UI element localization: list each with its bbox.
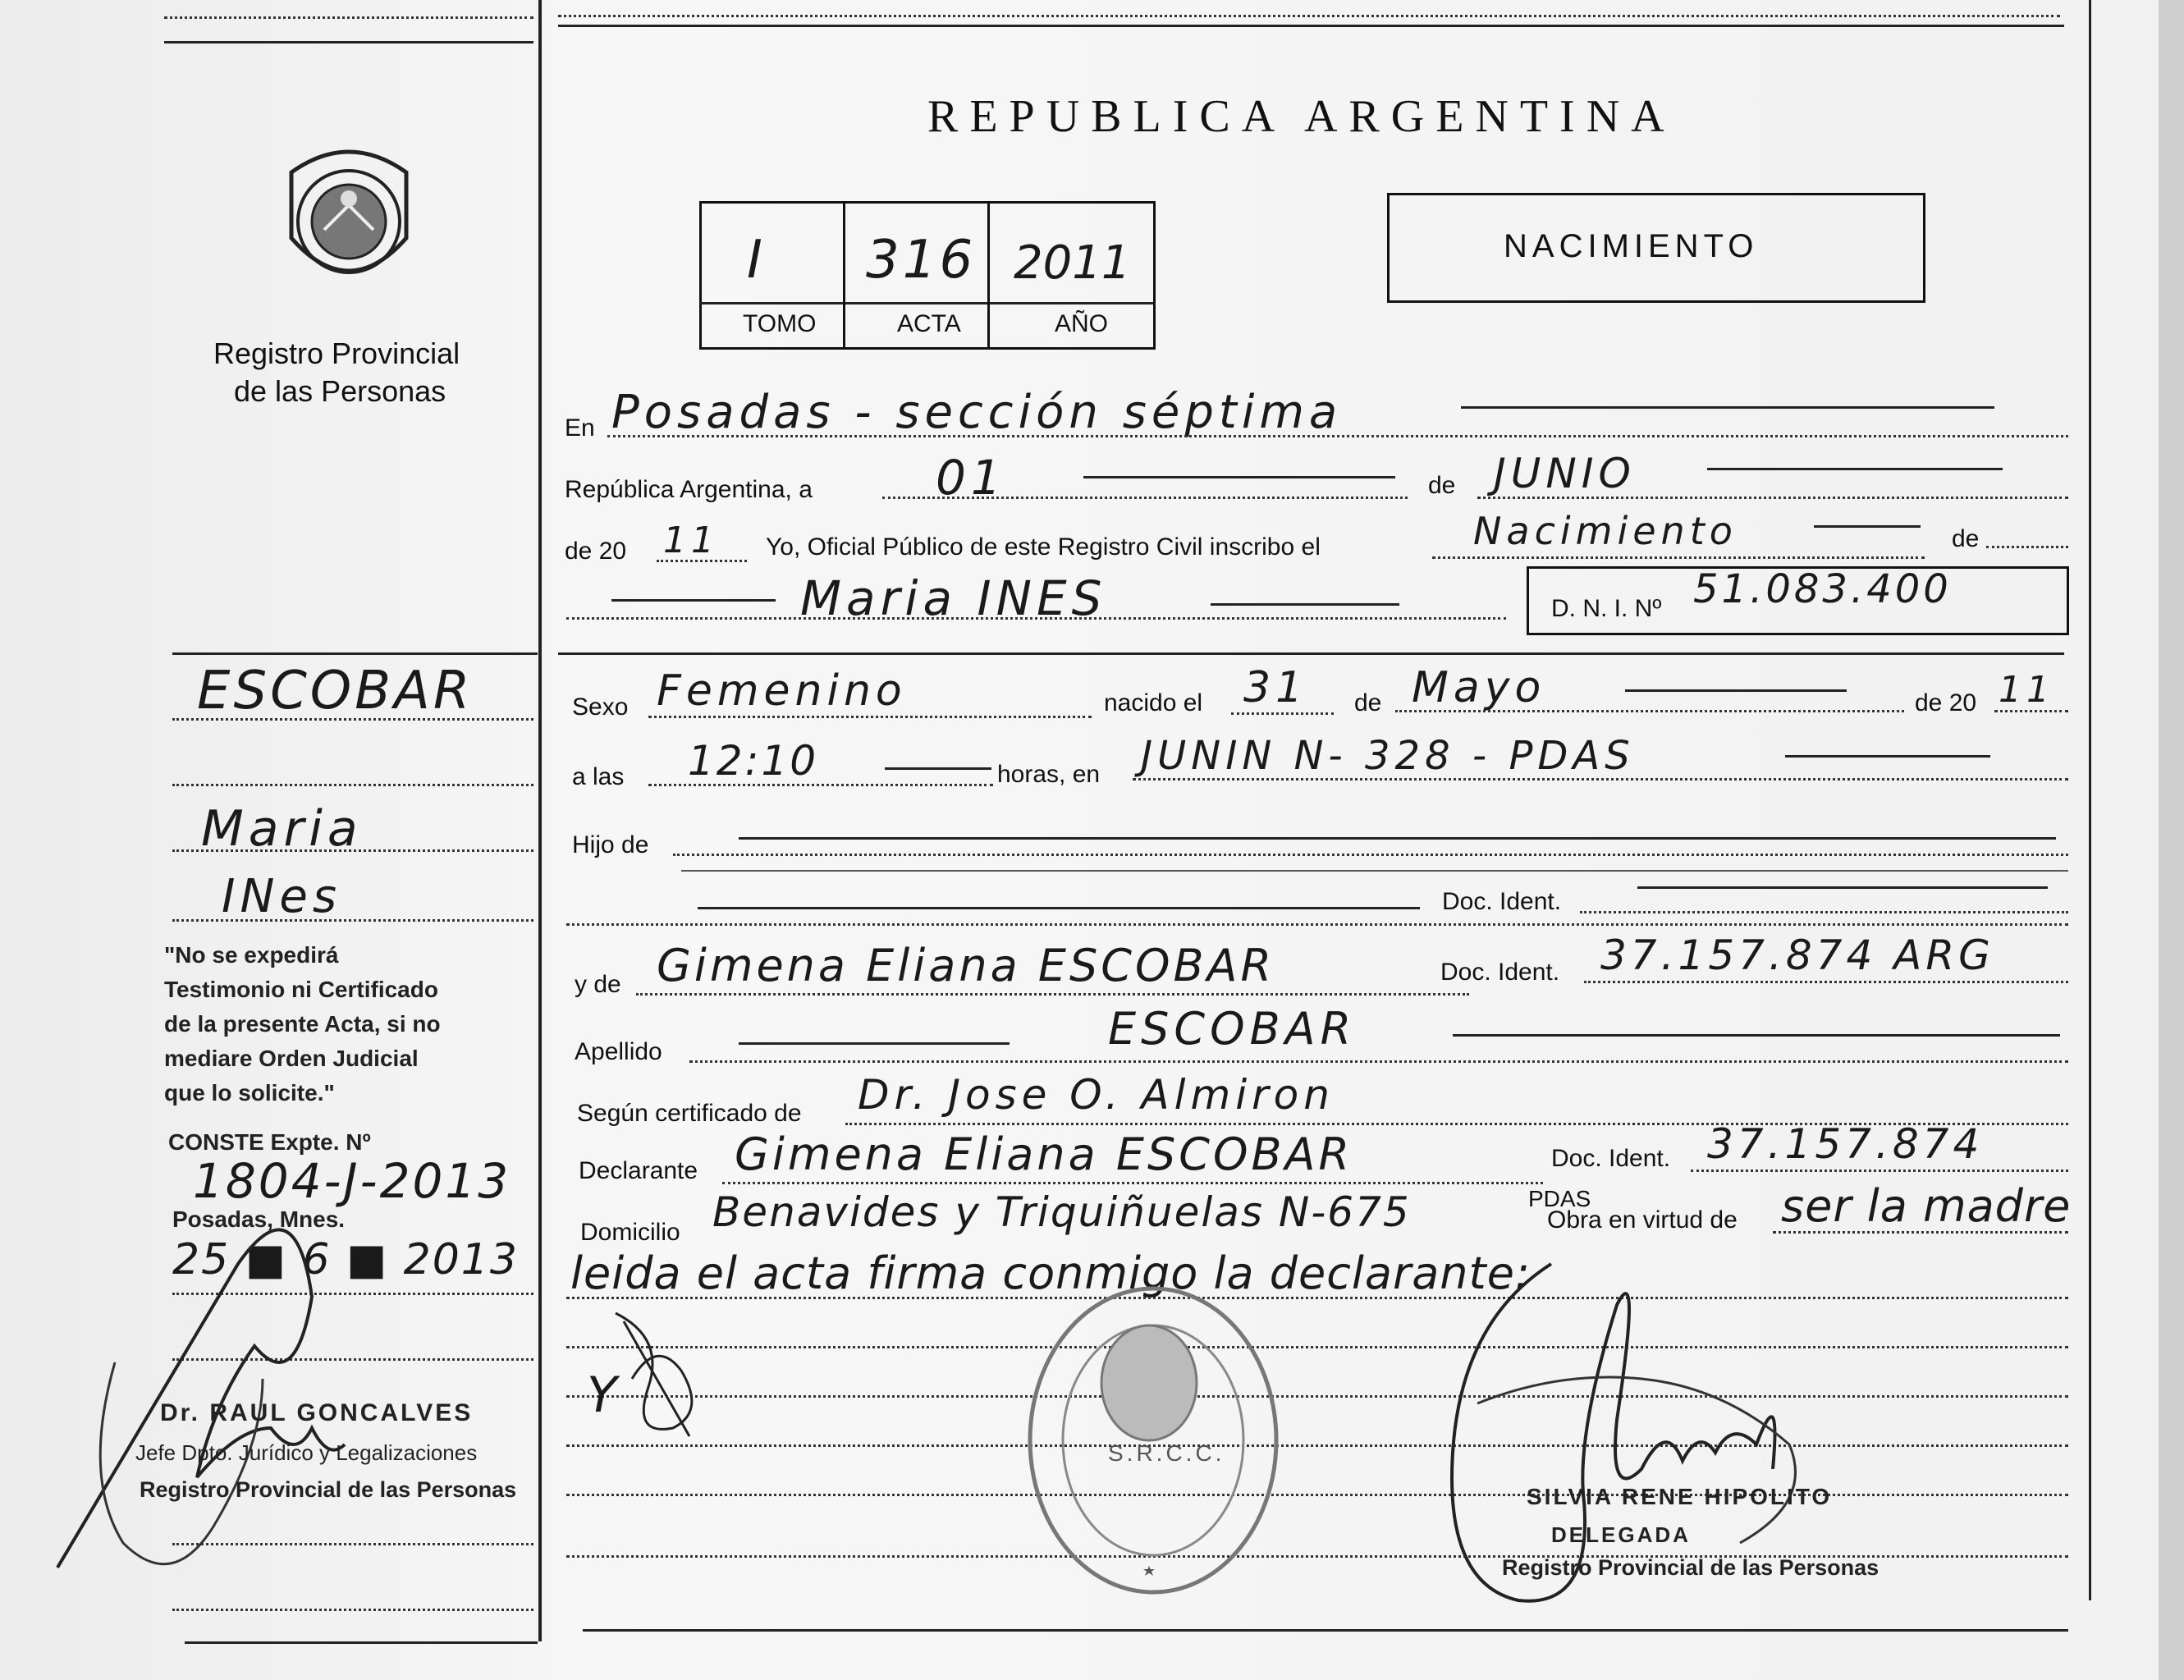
dni-value: 51.083.400 <box>1693 566 1952 612</box>
sexo-label: Sexo <box>572 694 629 721</box>
en-dots <box>607 435 2068 437</box>
province-seal-icon <box>267 140 431 304</box>
notice-line: Testimonio ni Certificado <box>164 977 438 1002</box>
margin-top-rule <box>164 41 533 43</box>
dni-label: D. N. I. Nº <box>1551 595 1662 622</box>
delegate-org: Registro Provincial de las Personas <box>1502 1555 1880 1580</box>
official-org: Registro Provincial de las Personas <box>140 1477 517 1502</box>
en-dash <box>1461 406 1994 409</box>
margin-rule <box>172 652 538 655</box>
domicilio-value: Benavides y Triquiñuelas N-675 <box>712 1188 1411 1236</box>
birth-year-suffix: 11 <box>1999 669 2054 711</box>
margin-name-2: INes <box>222 870 342 923</box>
hour-dots <box>648 784 993 786</box>
decl-doc-value: 37.157.874 <box>1707 1120 1984 1168</box>
margin-name-1: Maria <box>201 800 363 858</box>
round-seal-center: S.R.C.C. <box>1108 1440 1225 1466</box>
form-section-rule <box>558 652 2064 655</box>
record-table-col <box>843 201 845 347</box>
registry-name: Registro Provincial <box>213 336 460 370</box>
margin-dots <box>172 1609 533 1611</box>
birth-month-dash <box>1625 689 1847 692</box>
notice-line: "No se expedirá <box>164 942 339 968</box>
margin-dots <box>172 1543 533 1545</box>
yde-label: y de <box>575 971 621 998</box>
acta-label: ACTA <box>897 310 961 337</box>
apellido-label: Apellido <box>575 1038 662 1065</box>
anio-label: AÑO <box>1055 310 1109 337</box>
apellido-value: ESCOBAR <box>1108 1003 1357 1055</box>
margin-dots <box>172 919 533 922</box>
birth-month: Mayo <box>1412 663 1546 712</box>
official-name: Dr. RAUL GONCALVES <box>160 1399 474 1426</box>
de-label-3: de <box>1354 689 1382 716</box>
year-dots <box>657 560 747 562</box>
birth-day-dots <box>1231 712 1334 715</box>
hijo-dash-2 <box>681 870 2068 872</box>
place-dash <box>1785 755 1990 758</box>
margin-dots <box>172 849 533 852</box>
margin-dots <box>172 784 533 786</box>
record-table-col <box>987 201 990 347</box>
doc-label: Doc. Ident. <box>1442 888 1562 915</box>
anio-value: 2011 <box>1014 236 1131 290</box>
margin-dots <box>172 718 533 721</box>
yo-label: Yo, Oficial Público de este Registro Civil inscribo el <box>766 533 1321 561</box>
notice-line: de la presente Acta, si no <box>164 1011 441 1037</box>
sexo-value: Femenino <box>657 666 907 716</box>
obra-value: ser la madre <box>1781 1180 2072 1232</box>
nacido-label: nacido el <box>1104 689 1203 716</box>
form-blank-line <box>566 1297 2068 1299</box>
doctor-value: Dr. Jose O. Almiron <box>858 1071 1335 1119</box>
notice-line: que lo solicite." <box>164 1080 335 1106</box>
act-dots-2 <box>1986 546 2068 548</box>
act-dash <box>1814 525 1921 528</box>
closing-value: leida el acta firma conmigo la declarante: <box>570 1247 1532 1299</box>
tomo-value: I <box>747 230 767 291</box>
form-blank-line <box>566 1444 2068 1447</box>
horas-label: horas, en <box>997 761 1101 788</box>
hijo-dash <box>739 837 2056 840</box>
day-value: 01 <box>936 450 1006 506</box>
de-label: de <box>1428 472 1456 499</box>
expte-number: 1804-J-2013 <box>193 1153 511 1209</box>
obra-dots <box>1773 1231 2068 1234</box>
republica-label: República Argentina, a <box>565 476 813 503</box>
declarante-value: Gimena Eliana ESCOBAR <box>735 1128 1353 1180</box>
month-dots <box>1477 497 2068 499</box>
apellido-dash <box>739 1042 1010 1045</box>
mother-doc-dots <box>1584 981 2068 983</box>
record-table-divider <box>699 302 1153 304</box>
form-blank-line <box>566 1395 2068 1398</box>
hijo-dots <box>673 854 2068 856</box>
year-suffix: 11 <box>663 520 719 561</box>
decl-doc-label: Doc. Ident. <box>1551 1145 1671 1172</box>
doc-dots <box>1580 911 2068 913</box>
page-edge <box>2159 0 2184 1680</box>
apellido-dash-2 <box>1453 1034 2060 1037</box>
tomo-label: TOMO <box>743 310 817 337</box>
person-name: Maria INES <box>800 570 1107 626</box>
de-label-2: de <box>1952 525 1980 552</box>
sexo-dots <box>648 716 1092 718</box>
record-type: NACIMIENTO <box>1504 228 1759 264</box>
month-value: JUNIO <box>1494 450 1636 497</box>
birth-day: 31 <box>1243 663 1308 712</box>
hour-value: 12:10 <box>688 737 819 785</box>
form-right-border <box>2089 0 2091 1600</box>
margin-date: 25 ■ 6 ■ 2013 <box>172 1235 519 1284</box>
place-date-label: Posadas, Mnes. <box>172 1206 346 1232</box>
mother-doc-label: Doc. Ident. <box>1440 959 1560 986</box>
place-value: JUNIN N- 328 - PDAS <box>1141 733 1635 779</box>
act-value: Nacimiento <box>1473 509 1738 553</box>
domicilio-label: Domicilio <box>580 1219 680 1246</box>
domicilio-suffix: PDAS <box>1528 1186 1591 1211</box>
doc-dash <box>698 907 1420 909</box>
apellido-dots <box>689 1060 2068 1063</box>
top-dots <box>558 15 2060 17</box>
obra-label: Obra en virtud de <box>1547 1206 1738 1234</box>
mother-value: Gimena Eliana ESCOBAR <box>657 940 1275 991</box>
margin-bottom-rule <box>185 1641 538 1644</box>
margin-top-dots <box>164 16 533 19</box>
acta-value: 316 <box>866 230 977 291</box>
country-title: REPUBLICA ARGENTINA <box>927 91 1676 142</box>
name-dash-2 <box>1211 603 1399 606</box>
hijo-label: Hijo de <box>572 831 649 858</box>
act-dots <box>1432 556 1925 559</box>
official-signature-icon <box>49 1133 476 1592</box>
decl-doc-dots <box>1691 1170 2068 1172</box>
name-dash <box>611 599 776 602</box>
mother-doc-value: 37.157.874 ARG <box>1600 932 1994 979</box>
en-label: En <box>565 414 595 442</box>
declarant-mark: Y <box>587 1366 622 1424</box>
delegate-role: DELEGADA <box>1551 1522 1691 1547</box>
certificado-label: Según certificado de <box>577 1100 802 1127</box>
form-blank-line <box>566 1346 2068 1348</box>
en-value: Posadas - sección séptima <box>611 386 1343 439</box>
margin-divider <box>538 0 542 1641</box>
mother-dots <box>636 993 1469 996</box>
hour-dash <box>885 767 991 770</box>
doc-dash-2 <box>1637 886 2048 889</box>
day-dots <box>882 497 1408 499</box>
day-dash <box>1083 476 1395 478</box>
declarante-dots <box>722 1182 1543 1184</box>
alas-label: a las <box>572 763 625 790</box>
conste-label: CONSTE Expte. Nº <box>168 1129 371 1155</box>
form-bottom-rule <box>583 1629 2068 1632</box>
place-dots <box>1133 778 2068 780</box>
declarant-signature-icon <box>599 1305 714 1444</box>
month-dash <box>1707 468 2003 470</box>
name-dots <box>566 617 1506 620</box>
notice-line: mediare Orden Judicial <box>164 1046 419 1071</box>
birth-month-dots <box>1395 710 1904 712</box>
doc-dots-row <box>566 923 2068 926</box>
de20-label-2: de 20 <box>1915 689 1977 716</box>
declarante-label: Declarante <box>579 1157 698 1184</box>
de20-label: de 20 <box>565 538 627 565</box>
margin-surname: ESCOBAR <box>197 661 474 721</box>
birth-year-dots <box>1994 710 2068 712</box>
official-role: Jefe Dpto. Jurídico y Legalizaciones <box>135 1440 478 1465</box>
delegate-name: SILVIA RENE HIPOLITO <box>1527 1484 1833 1509</box>
top-rule <box>558 25 2064 27</box>
registry-name-2: de las Personas <box>234 374 446 408</box>
form-blank-line <box>566 1494 2068 1496</box>
